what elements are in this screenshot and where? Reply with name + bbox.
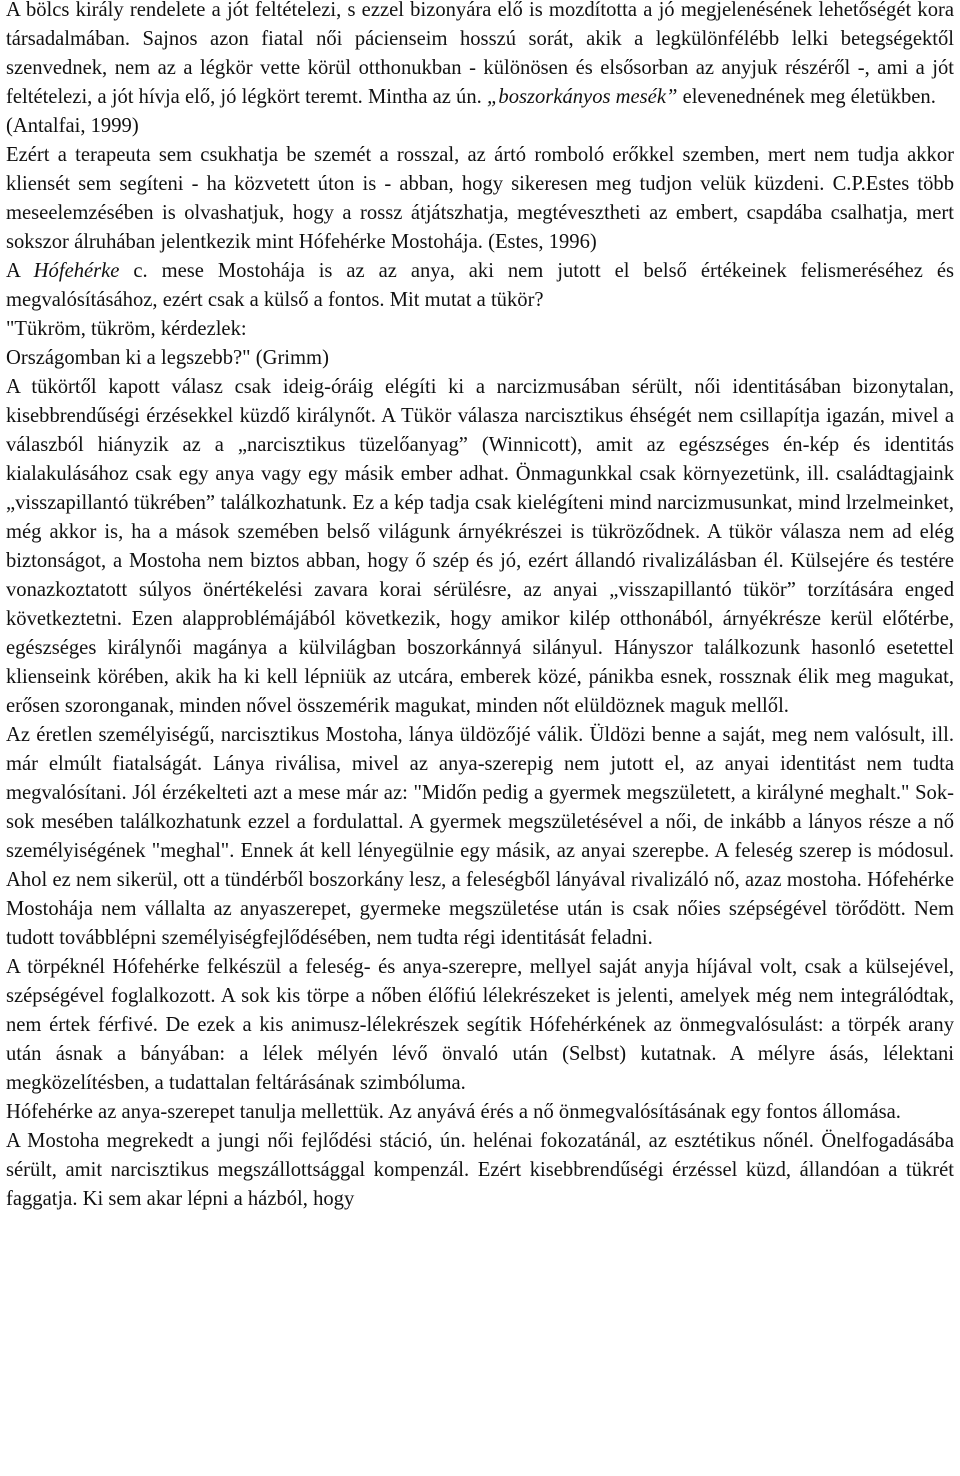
paragraph-9-text: A törpéknél Hófehérke felkészül a feleség- és anya-szerepre, mellyel saját anyja híjával volt, csak a külsejével, szépségével foglalkozott. A sok kis törpe a nőben élőfiú lélekrészeket is jelenti, amelyek még nem integrálódtak, nem értek férfivé. De ezek a kis animusz-lélekrészek segítik Hófehérkének az önmegvalósulást: a törpék arany után ásnak a bányában: a lélek mélyén lévő önvaló után (Selbst) kutatnak. A mélyre ásás, lélektani megközelítésben, a tudattalan feltárásának szimbóluma. [6,956,954,1094]
paragraph-5-text: "Tükröm, tükröm, kérdezlek: [6,318,247,340]
paragraph-10 [6,1098,954,1127]
paragraph-5 [6,315,954,344]
paragraph-2-text: (Antalfai, 1999) [6,115,139,137]
paragraph-7 [6,373,954,721]
paragraph-11 [6,1127,954,1214]
paragraph-4-text: A [6,260,34,282]
paragraph-8-text: Az éretlen személyiségű, narcisztikus Mostoha, lánya üldözőjé válik. Üldözi benne a saját, meg nem valósult, ill. már elmúlt fiatalságát. Lánya riválisa, mivel az anya-szerepig nem jutott el, az anyai identitást nem tudta megvalósítani. Jól érzékelteti azt a mese már az: "Midőn pedig a gyermek megszületett, a királyné meghalt." Sok-sok mesében találkozhatunk ezzel a fordulattal. A gyermek megszületésével a női, de inkább a lányos része a nő személyiségének "meghal". Ennek át kell lényegülnie egy másik, az anyai szerepbe. A feleség szerep is módosul. Ahol ez nem sikerül, ott a tündérből boszorkány lesz, a feleségből lányával rivalizáló nő, azaz mostoha. Hófehérke Mostohája nem vállalta az anyaszerepet, gyermeke megszületése után is csak nőies szépségével törődött. Nem tudott továbblépni személyiségfejlődésében, nem tudta régi identitását feladni. [6,724,954,949]
paragraph-11-text: A Mostoha megrekedt a jungi női fejlődési stáció, ún. helénai fokozatánál, az esztétikus nőnél. Önelfogadásába sérült, amit narcisztikus megszállottsággal kompenzál. Ezért kisebbrendűségi érzéssel küzd, állandóan a tükrét faggatja. Ki sem akar lépni a házból, hogy [6,1130,954,1210]
paragraph-9 [6,953,954,1098]
paragraph-10-text: Hófehérke az anya-szerepet tanulja mellettük. Az anyává érés a nő önmegvalósításának egy fontos állomása. [6,1101,901,1123]
paragraph-4-tail: c. mese Mostohája is az az anya, aki nem jutott el belső értékeinek felismeréséhez és megvalósításához, ezért csak a külső a fontos. Mit mutat a tükör? [6,260,954,311]
paragraph-6-text: Országomban ki a legszebb?" (Grimm) [6,347,329,369]
paragraph-1 [6,0,954,112]
paragraph-1-text: A bölcs király rendelete a jót feltételezi, s ezzel bizonyára elő is mozdította a jó megjelenésének lehetőségét kora társadalmában. Sajnos azon fiatal női pácienseim hosszú sorát, akik a legkülönfélébb lelki betegségektől szenvednek, nem az a légkör vette körül otthonukban - különösen és elsősorban az anyjuk részéről -, ami a jót feltételezi, a jót hívja elő, jó légkört teremt. Mintha az ún. [6,0,954,108]
paragraph-4-italic: Hófehérke [33,260,120,282]
paragraph-1-tail: elevenednének meg életükben. [677,86,936,108]
paragraph-6 [6,344,954,373]
paragraph-7-text: A tükörtől kapott válasz csak ideig-óráig elégíti ki a narcizmusában sérült, női identitásában bizonytalan, kisebbrendűségi érzésekkel küzdő királynőt. A Tükör válasza narcisztikus éhségét nem csillapítja igazán, mivel a válaszból hiányzik az a „narcisztikus tüzelőanyag” (Winnicott), amit az egészséges én-kép és identitás kialakulásához csak egy anya vagy egy másik ember adhat. Önmagunkkal csak környezetünk, ill. családtagjaink „visszapillantó tükrében” találkozhatunk. Ez a kép tadja csak kielégíteni mind narcizmusunkat, mind lrzelmeinket, még akkor is, ha a mások szemében belső világunk árnyékrészei is tükröződnek. A tükör válasza nem ad elég biztonságot, a Mostoha nem biztos abban, hogy ő szép és jó, ezért állandó rivalizálásban él. Külsejére és testére vonazkoztatott súlyos önértékelési zavara korai sérülésre, az anyai „visszapillantó tükör” torzítására enged következtetni. Ezen alapproblémájából következik, hogy amikor kilép otthonából, árnyékrésze kerül előtérbe, egészséges királynői magánya a külvilágban boszorkánnyá silányul. Hányszor találkozunk hasonló esetettel klienseink körében, akik ha ki kell lépniük az utcára, emberek közé, pánikba esnek, rossznak élik meg magukat, erősen szoronganak, minden nővel összemérik magukat, minden nőt elüldöznek maguk mellől. [6,376,954,717]
paragraph-1-italic: „boszorkányos mesék” [486,86,678,108]
paragraph-8 [6,721,954,953]
paragraph-4 [6,257,954,315]
paragraph-2 [6,112,954,141]
paragraph-3-text: Ezért a terapeuta sem csukhatja be szemét a rosszal, az ártó romboló erőkkel szemben, mert nem tudja akkor kliensét sem segíteni - ha közvetett úton is - abban, hogy sikeresen meg tudjon velük küzdeni. C.P.Estes több meseelemzésében is olvashatjuk, hogy a rossz átjátszhatja, megtévesztheti az embert, csapdába csalhatja, mert sokszor álruhában jelentkezik mint Hófehérke Mostohája. (Estes, 1996) [6,144,954,253]
paragraph-3 [6,141,954,257]
